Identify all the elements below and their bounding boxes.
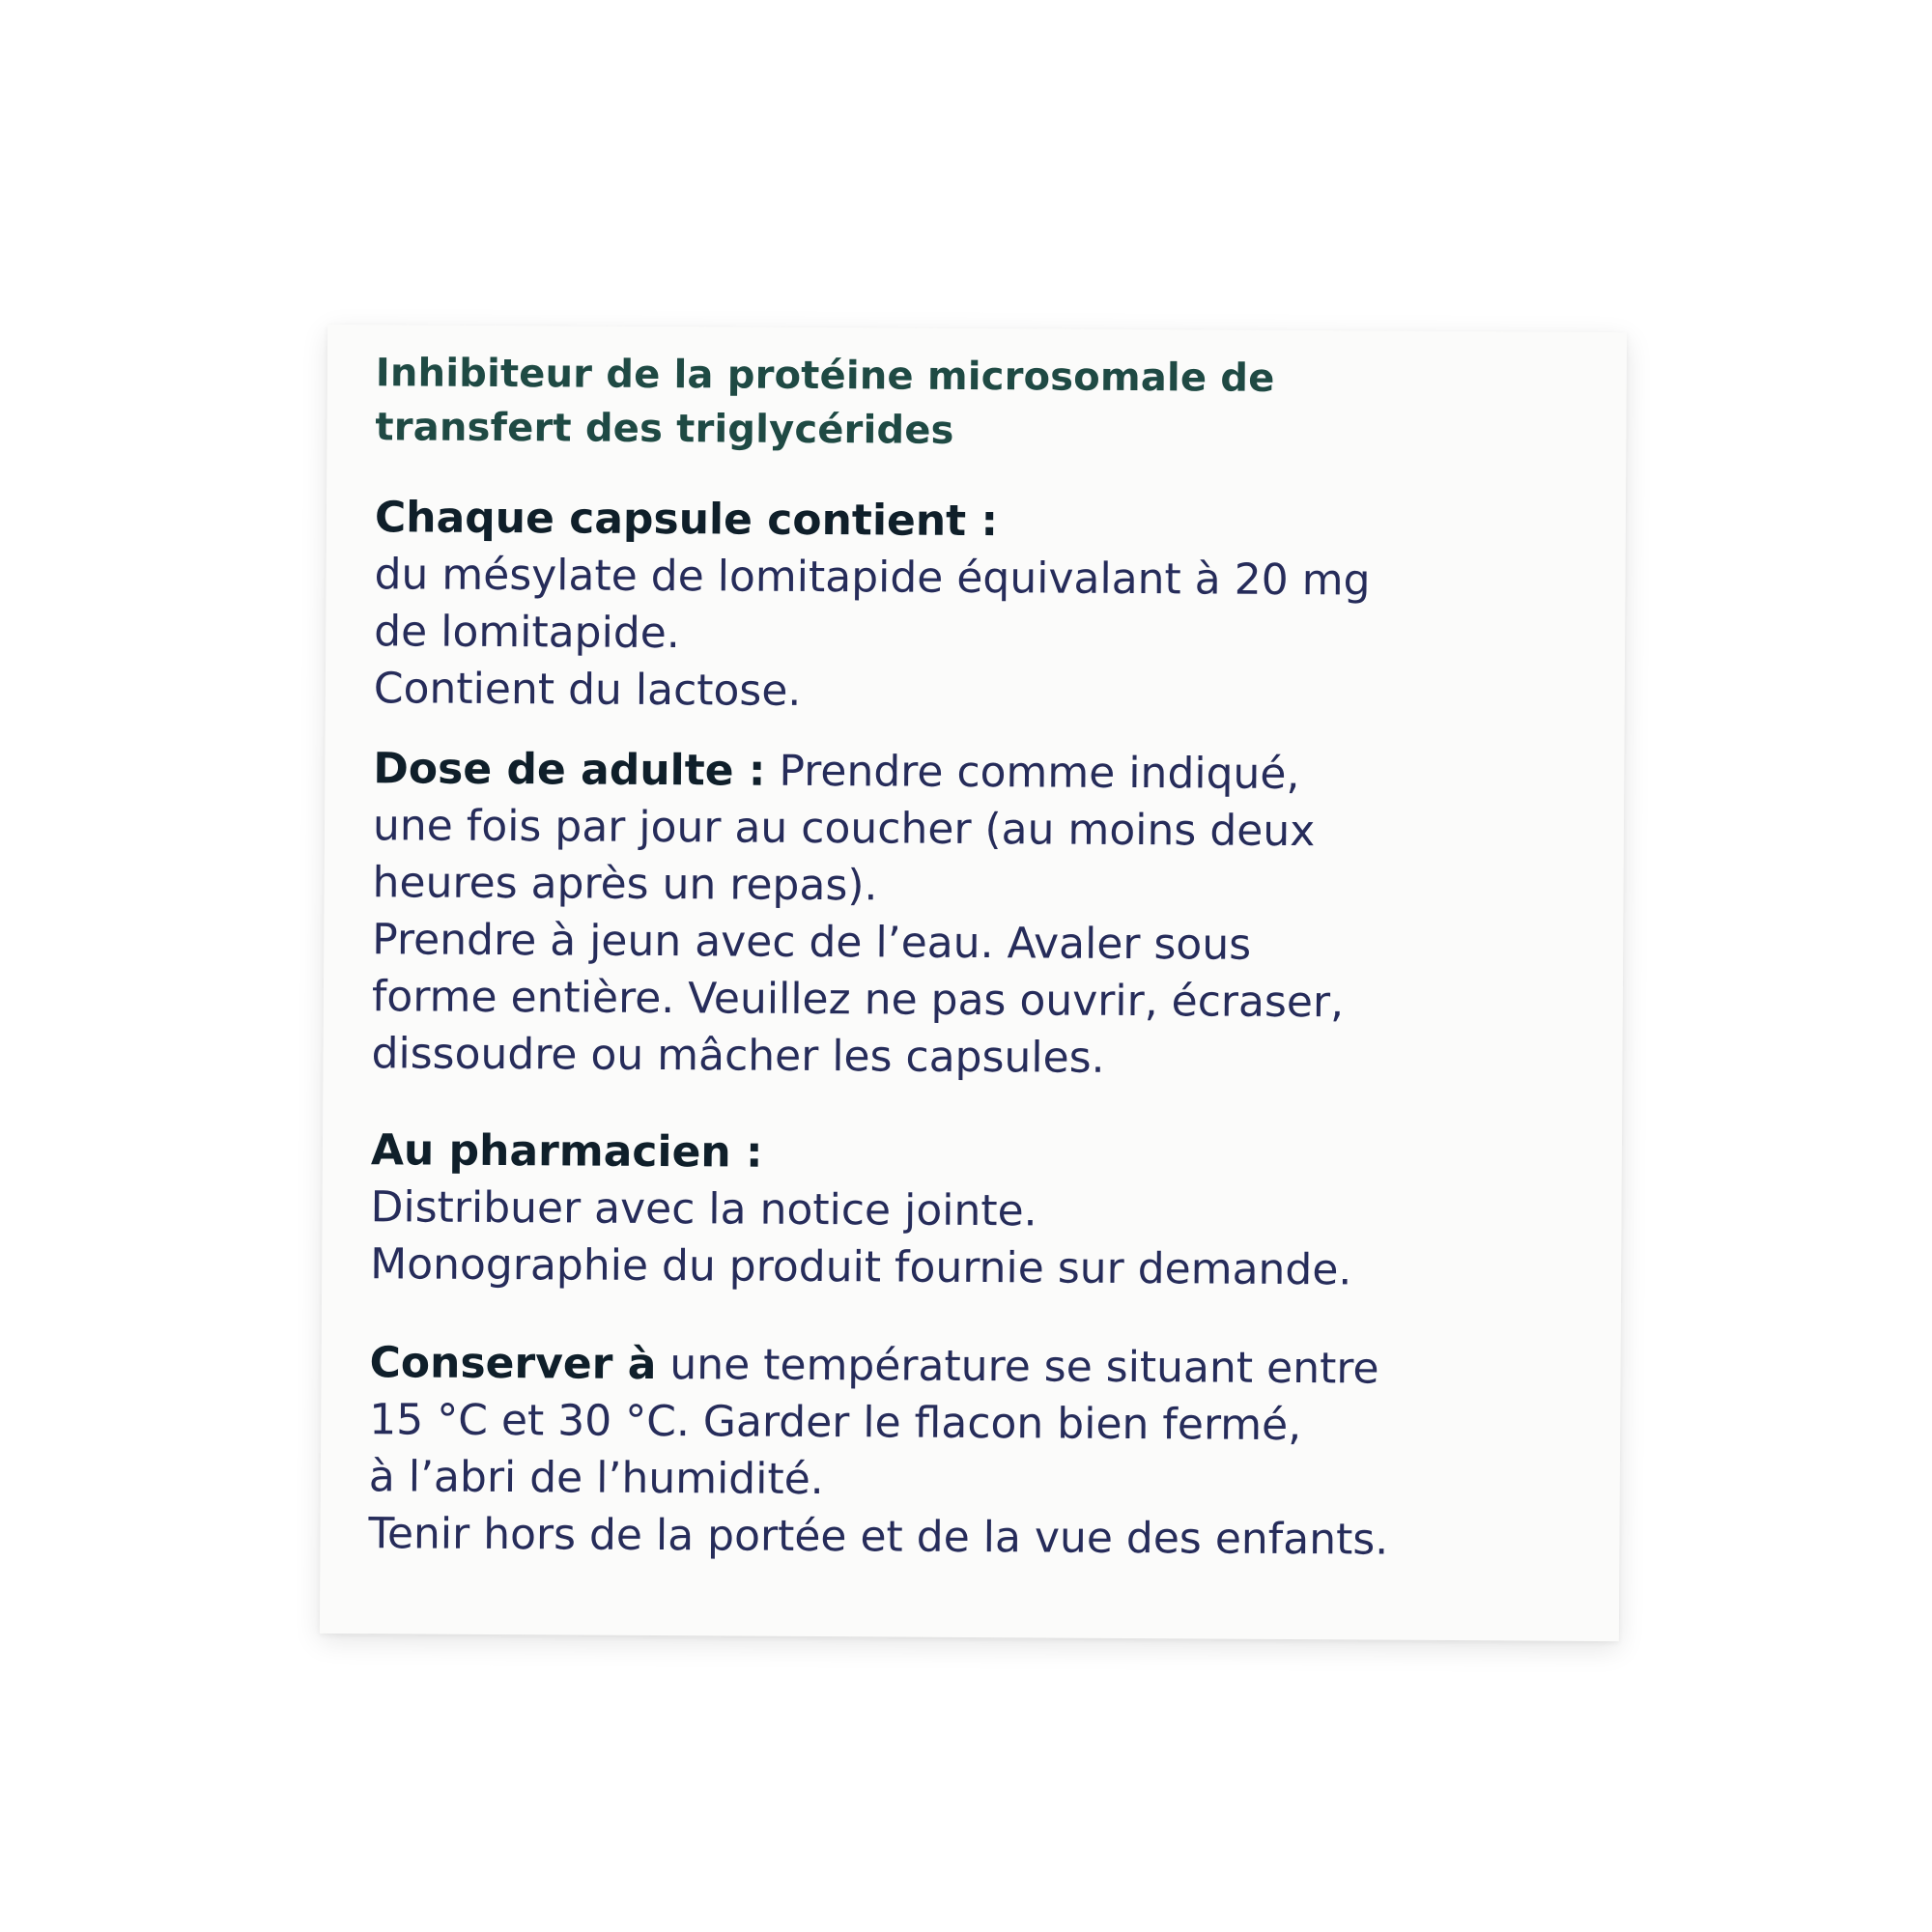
composition-heading: Chaque capsule contient :	[374, 493, 999, 547]
storage-line-2: 15 °C et 30 °C. Garder le flacon bien fermé,	[369, 1395, 1302, 1451]
drug-class-line-2: transfert des triglycérides	[375, 405, 954, 453]
dosage-line-6: dissoudre ou mâcher les capsules.	[371, 1029, 1105, 1083]
pharmacist-line-1: Distribuer avec la notice jointe.	[370, 1182, 1037, 1236]
pharmacist-section	[370, 1122, 1598, 1300]
dosage-line-3: heures après un repas).	[372, 858, 878, 911]
label-card	[320, 325, 1627, 1641]
dosage-line-5: forme entière. Veuillez ne pas ouvrir, écraser,	[371, 972, 1345, 1028]
storage-section	[368, 1334, 1596, 1570]
composition-line-3: Contient du lactose.	[373, 664, 802, 716]
storage-heading: Conserver à	[369, 1338, 657, 1390]
storage-line-1-text: une température se situant entre	[656, 1340, 1379, 1394]
drug-class-heading	[375, 346, 1516, 461]
composition-section	[374, 489, 1602, 724]
dosage-line-2: une fois par jour au coucher (au moins deux	[372, 801, 1316, 857]
pharmacist-line-2: Monographie du produit fournie sur demande.	[370, 1239, 1352, 1295]
dosage-section	[371, 740, 1600, 1090]
storage-line-1	[369, 1334, 1596, 1399]
drug-class-line-1: Inhibiteur de la protéine microsomale de	[375, 351, 1275, 401]
composition-line-1: du mésylate de lomitapide équivalant à 20 mg	[374, 550, 1371, 606]
dosage-line-4: Prendre à jeun avec de l’eau. Avaler sous	[372, 915, 1252, 970]
dosage-line-1-text: Prendre comme indiqué,	[765, 746, 1300, 800]
storage-line-4: Tenir hors de la portée et de la vue des enfants.	[368, 1509, 1389, 1565]
pharmacist-heading: Au pharmacien :	[370, 1125, 763, 1178]
storage-line-3: à l’abri de l’humidité.	[368, 1452, 824, 1505]
dosage-line-1	[373, 740, 1600, 805]
composition-line-2: de lomitapide.	[374, 607, 680, 659]
dosage-heading: Dose de adulte :	[373, 744, 766, 796]
